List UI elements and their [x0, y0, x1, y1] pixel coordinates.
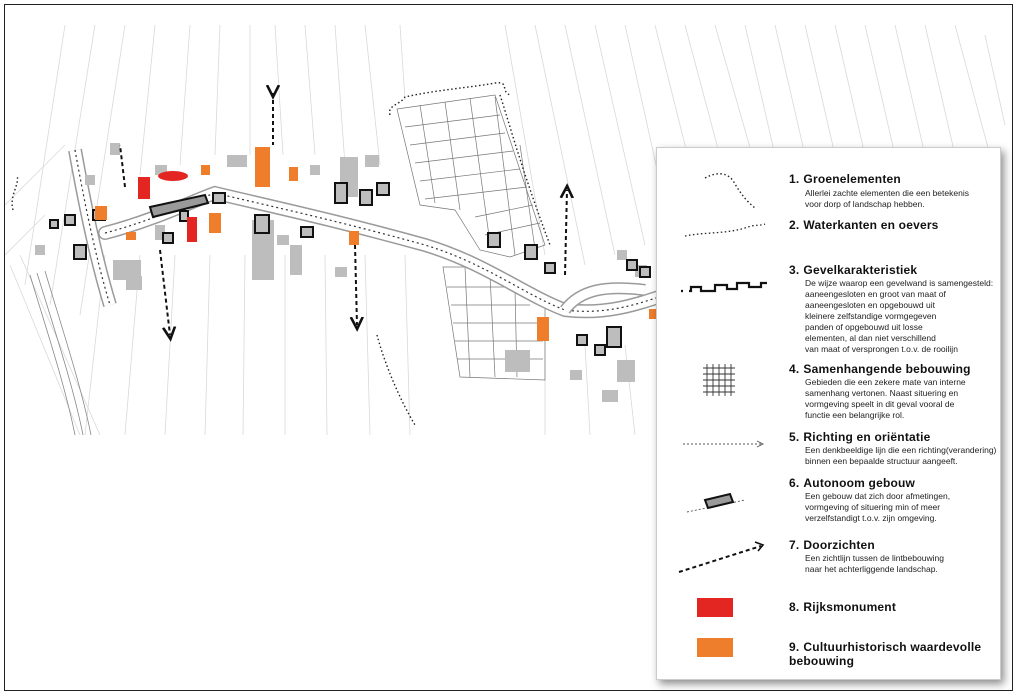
legend-description: Gebieden die een zekere mate van interne samenhang vertonen. Naast situering en vormgeving speelt in dit geval vooral de functie een belangrijke rol.	[805, 377, 966, 420]
legend-title: 2. Waterkanten en oevers	[789, 218, 939, 232]
legend-title: 8. Rijksmonument	[789, 600, 897, 614]
water-lines	[30, 271, 91, 435]
grid-icon	[675, 360, 775, 400]
autonomous-building-icon	[675, 480, 775, 520]
direction-arrow-icon	[675, 434, 775, 454]
legend-description: De wijze waarop een gevelwand is samengesteld: aaneengesloten en groot van maat of aaneengesloten en opgebouwd uit kleinere zelfstandige vormgegeven panden of opgebouwd uit losse elementen, al dan niet verschillend van maat of versprongen t.o.v. de rooilijn	[805, 278, 994, 354]
legend-title: 4. Samenhangende bebouwing	[789, 362, 971, 376]
legend-description: Een gebouw dat zich door afmetingen, vormgeving of situering min of meer verzelfstandigt t.o.v. zijn omgeving.	[805, 491, 951, 523]
legend-description: Een denkbeeldige lijn die een richting(verandering) binnen een bepaalde structuur aangeeft.	[805, 445, 997, 466]
legend-title: 7. Doorzichten	[789, 538, 875, 552]
legend-description: Een zichtlijn tussen de lintbebouwing naar het achterliggende landschap.	[805, 553, 944, 574]
orange-swatch-icon	[697, 638, 733, 657]
legend-title: 5. Richting en oriëntatie	[789, 430, 931, 444]
red-swatch-icon	[697, 598, 733, 617]
legend-title: 6. Autonoom gebouw	[789, 476, 916, 490]
facade-line-icon	[675, 267, 775, 297]
legend-panel	[656, 147, 1001, 680]
legend-title: 3. Gevelkarakteristiek	[789, 263, 918, 277]
green-elements-dotted-icon	[675, 170, 775, 210]
legend-title: 1. Groenelementen	[789, 172, 901, 186]
legend-title: 9. Cultuurhistorisch waardevolle bebouwing	[789, 640, 982, 668]
sightline-arrow-icon	[675, 536, 775, 576]
waterfront-dotted-icon	[675, 214, 775, 244]
legend-description: Allerlei zachte elementen die een betekenis voor dorp of landschap hebben.	[805, 188, 969, 209]
coherent-area-north	[397, 95, 545, 257]
